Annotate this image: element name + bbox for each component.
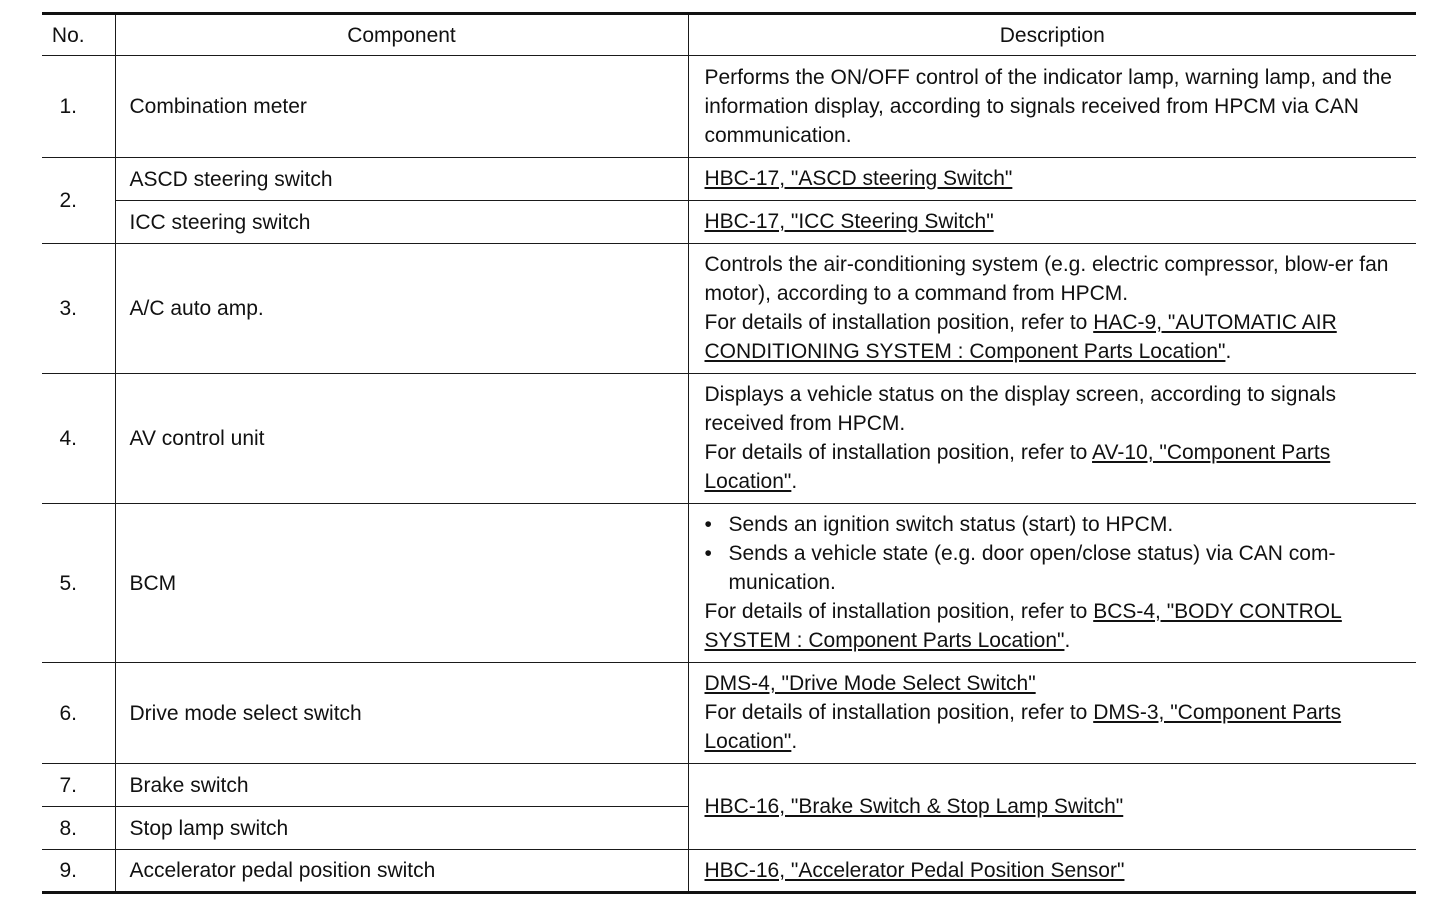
header-no: No. [42,14,115,56]
component-name: A/C auto amp. [115,244,688,374]
header-row [42,14,1416,56]
description [688,56,1416,158]
row-number: 8. [42,807,115,850]
component-name: Combination meter [115,56,688,158]
description [688,504,1416,663]
component-name: Brake switch [115,764,688,807]
reference-link[interactable]: HBC-16, "Accelerator Pedal Position Sensor" [704,858,1125,882]
bullet-text: Sends an ignition switch status (start) to HPCM. [728,513,1174,536]
reference-link[interactable]: AV-10, "Component Parts Location" [704,441,1331,493]
row-number: 1. [42,56,115,158]
component-name: ASCD steering switch [115,158,688,201]
reference-prefix: For details of installation position, refer to [704,311,1094,334]
component-name: ICC steering switch [115,201,688,244]
reference-end: . [791,730,798,753]
reference-link[interactable]: BCS-4, "BODY CONTROL SYSTEM : Component Parts Location" [704,600,1342,652]
reference-link[interactable]: HBC-16, "Brake Switch & Stop Lamp Switch" [704,794,1124,818]
component-name: BCM [115,504,688,663]
bullet-item [705,539,1411,597]
component-name: Accelerator pedal position switch [115,850,688,893]
table-row [42,158,1416,201]
reference-link[interactable]: DMS-4, "Drive Mode Select Switch" [704,672,1036,695]
description [688,374,1416,504]
row-number: 4. [42,374,115,504]
bullet-text: Sends a vehicle state (e.g. door open/close status) via CAN com-munication. [728,542,1336,594]
row-number: 3. [42,244,115,374]
description [688,663,1416,764]
component-name: Stop lamp switch [115,807,688,850]
description [688,158,1416,201]
table-row [42,764,1416,807]
reference-link[interactable]: HBC-17, "ASCD steering Switch" [704,167,1013,190]
header-description: Description [688,14,1416,56]
component-name: AV control unit [115,374,688,504]
table-row [42,663,1416,764]
reference-prefix: For details of installation position, refer to [704,441,1093,464]
row-number: 2. [42,158,115,244]
table-row [42,201,1416,244]
description [688,764,1416,850]
reference-end: . [1225,340,1232,363]
table-row [42,504,1416,663]
reference-end: . [791,470,798,493]
reference-prefix: For details of installation position, refer to [704,701,1094,724]
table-row [42,850,1416,893]
reference-link[interactable]: DMS-3, "Component Parts Location" [704,701,1342,753]
table-row [42,56,1416,158]
table-row [42,374,1416,504]
description [688,850,1416,893]
component-name: Drive mode select switch [115,663,688,764]
bullet-dot: • [704,513,712,536]
description-text: Performs the ON/OFF control of the indicator lamp, warning lamp, and the information display, according to signals received from HPCM via CAN communication. [704,65,1392,147]
component-table [42,12,1416,894]
description-text: Controls the air-conditioning system (e.g. electric compressor, blow-er fan motor), according to a command from HPCM. [704,253,1389,305]
reference-link[interactable]: HBC-17, "ICC Steering Switch" [704,210,994,233]
row-number: 7. [42,764,115,807]
bullet-dot: • [704,542,712,565]
row-number: 5. [42,504,115,663]
table-row [42,244,1416,374]
description-text: Displays a vehicle status on the display screen, according to signals received from HPCM. [704,383,1336,435]
row-number: 9. [42,850,115,893]
description [688,201,1416,244]
description [688,244,1416,374]
bullet-item [705,510,1411,539]
reference-end: . [1064,629,1071,652]
header-component: Component [115,14,688,56]
reference-prefix: For details of installation position, refer to [704,600,1094,623]
reference-link[interactable]: HAC-9, "AUTOMATIC AIR CONDITIONING SYSTEM : Component Parts Location" [704,311,1337,363]
row-number: 6. [42,663,115,764]
